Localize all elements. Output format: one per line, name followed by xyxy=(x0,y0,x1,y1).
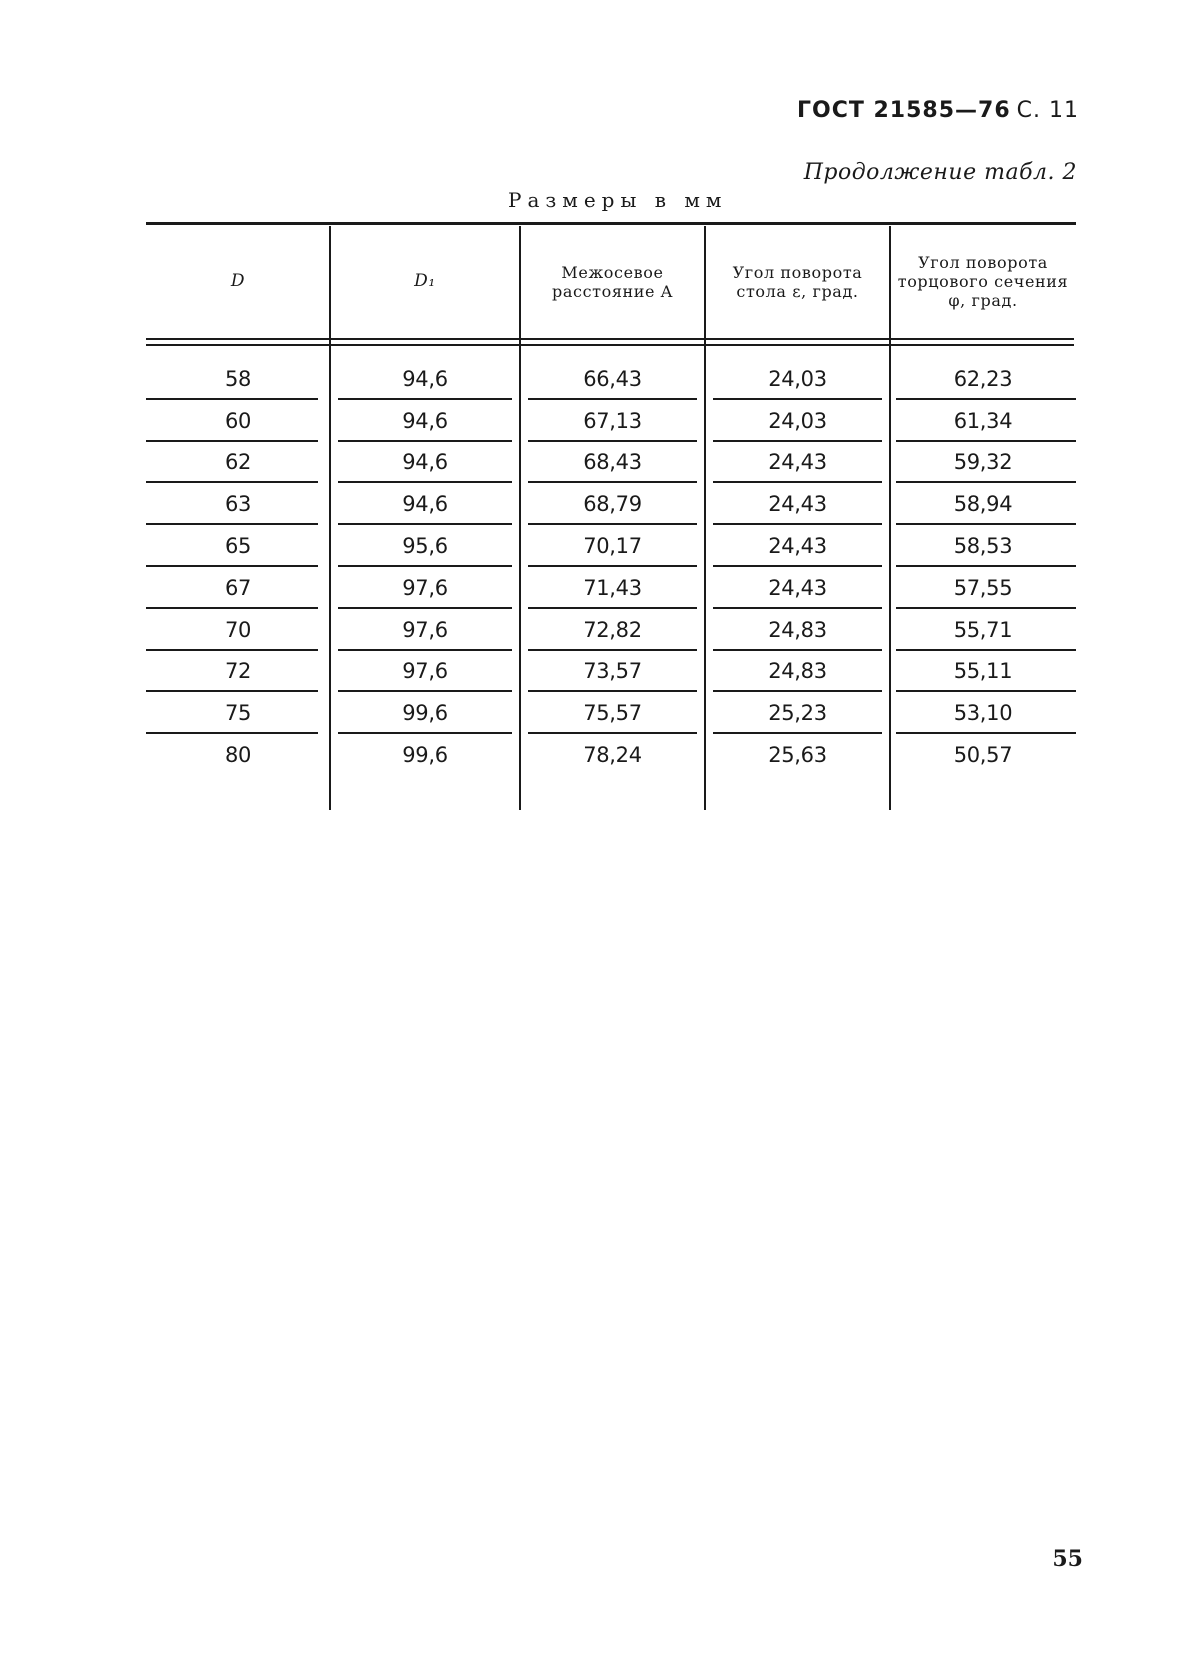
units-caption: Размеры в мм xyxy=(508,188,728,212)
cell-section-angle: 58,94 xyxy=(890,483,1076,525)
cell-table-angle: 24,03 xyxy=(705,400,890,442)
cell-d1: 97,6 xyxy=(330,651,520,693)
cell-center-distance: 75,57 xyxy=(520,692,705,734)
cell-d1: 97,6 xyxy=(330,609,520,651)
page-number: 55 xyxy=(1052,1546,1083,1572)
column-header-center-distance: Межосевое расстояние A xyxy=(552,262,673,301)
cell-center-distance: 68,43 xyxy=(520,442,705,484)
column-header-table-rotation-angle: Угол поворота стола ε, град. xyxy=(732,262,863,301)
column-header-face-section-angle: Угол поворота торцового сечения φ, град. xyxy=(897,253,1069,310)
cell-d1: 94,6 xyxy=(330,400,520,442)
table-row xyxy=(146,567,1076,609)
header-rule-upper xyxy=(146,338,1074,340)
cell-center-distance: 73,57 xyxy=(520,651,705,693)
cell-center-distance: 68,79 xyxy=(520,483,705,525)
cell-table-angle: 24,43 xyxy=(705,567,890,609)
cell-section-angle: 57,55 xyxy=(890,567,1076,609)
cell-d1: 95,6 xyxy=(330,525,520,567)
dimensions-table xyxy=(146,222,1076,812)
table-row xyxy=(146,651,1076,693)
cell-d: 70 xyxy=(146,609,330,651)
cell-center-distance: 70,17 xyxy=(520,525,705,567)
cell-center-distance: 72,82 xyxy=(520,609,705,651)
document-header xyxy=(797,98,1079,123)
table-body xyxy=(146,358,1076,776)
cell-table-angle: 24,43 xyxy=(705,442,890,484)
table-row xyxy=(146,609,1076,651)
cell-d1: 99,6 xyxy=(330,692,520,734)
cell-d: 58 xyxy=(146,358,330,400)
cell-d1: 99,6 xyxy=(402,743,448,768)
standard-designation: ГОСТ 21585—76 xyxy=(796,98,1011,123)
cell-table-angle: 24,83 xyxy=(705,651,890,693)
table-row xyxy=(146,525,1076,567)
cell-d1: 94,6 xyxy=(330,442,520,484)
table-row xyxy=(146,400,1076,442)
cell-d: 80 xyxy=(224,743,252,768)
column-header-d: D xyxy=(230,271,246,291)
cell-d: 63 xyxy=(146,483,330,525)
cell-d: 62 xyxy=(146,442,330,484)
table-row xyxy=(146,358,1076,400)
cell-center-distance: 66,43 xyxy=(520,358,705,400)
cell-section-angle: 50,57 xyxy=(953,743,1013,768)
cell-d: 67 xyxy=(146,567,330,609)
table-row xyxy=(146,483,1076,525)
header-rule-lower xyxy=(146,344,1074,346)
cell-table-angle: 25,63 xyxy=(768,743,827,768)
cell-d: 75 xyxy=(146,692,330,734)
cell-d: 72 xyxy=(146,651,330,693)
cell-table-angle: 24,43 xyxy=(705,525,890,567)
cell-table-angle: 24,03 xyxy=(705,358,890,400)
table-row xyxy=(146,442,1076,484)
cell-section-angle: 55,71 xyxy=(890,609,1076,651)
cell-d: 60 xyxy=(146,400,330,442)
cell-section-angle: 59,32 xyxy=(890,442,1076,484)
cell-section-angle: 61,34 xyxy=(890,400,1076,442)
cell-d: 65 xyxy=(146,525,330,567)
cell-table-angle: 25,23 xyxy=(705,692,890,734)
cell-section-angle: 62,23 xyxy=(890,358,1076,400)
table-continuation-note: Продолжение табл. 2 xyxy=(803,160,1077,185)
cell-table-angle: 24,43 xyxy=(705,483,890,525)
page-reference: С. 11 xyxy=(1016,98,1079,123)
table-row xyxy=(146,692,1076,734)
cell-center-distance: 71,43 xyxy=(520,567,705,609)
cell-d1: 94,6 xyxy=(330,483,520,525)
cell-d1: 97,6 xyxy=(330,567,520,609)
table-header-row xyxy=(146,225,1076,338)
cell-table-angle: 24,83 xyxy=(705,609,890,651)
table-row xyxy=(146,734,1076,776)
cell-section-angle: 55,11 xyxy=(890,651,1076,693)
cell-d1: 94,6 xyxy=(330,358,520,400)
cell-center-distance: 78,24 xyxy=(583,743,642,768)
cell-section-angle: 53,10 xyxy=(890,692,1076,734)
cell-section-angle: 58,53 xyxy=(890,525,1076,567)
column-header-d1: D₁ xyxy=(414,271,436,291)
cell-center-distance: 67,13 xyxy=(520,400,705,442)
